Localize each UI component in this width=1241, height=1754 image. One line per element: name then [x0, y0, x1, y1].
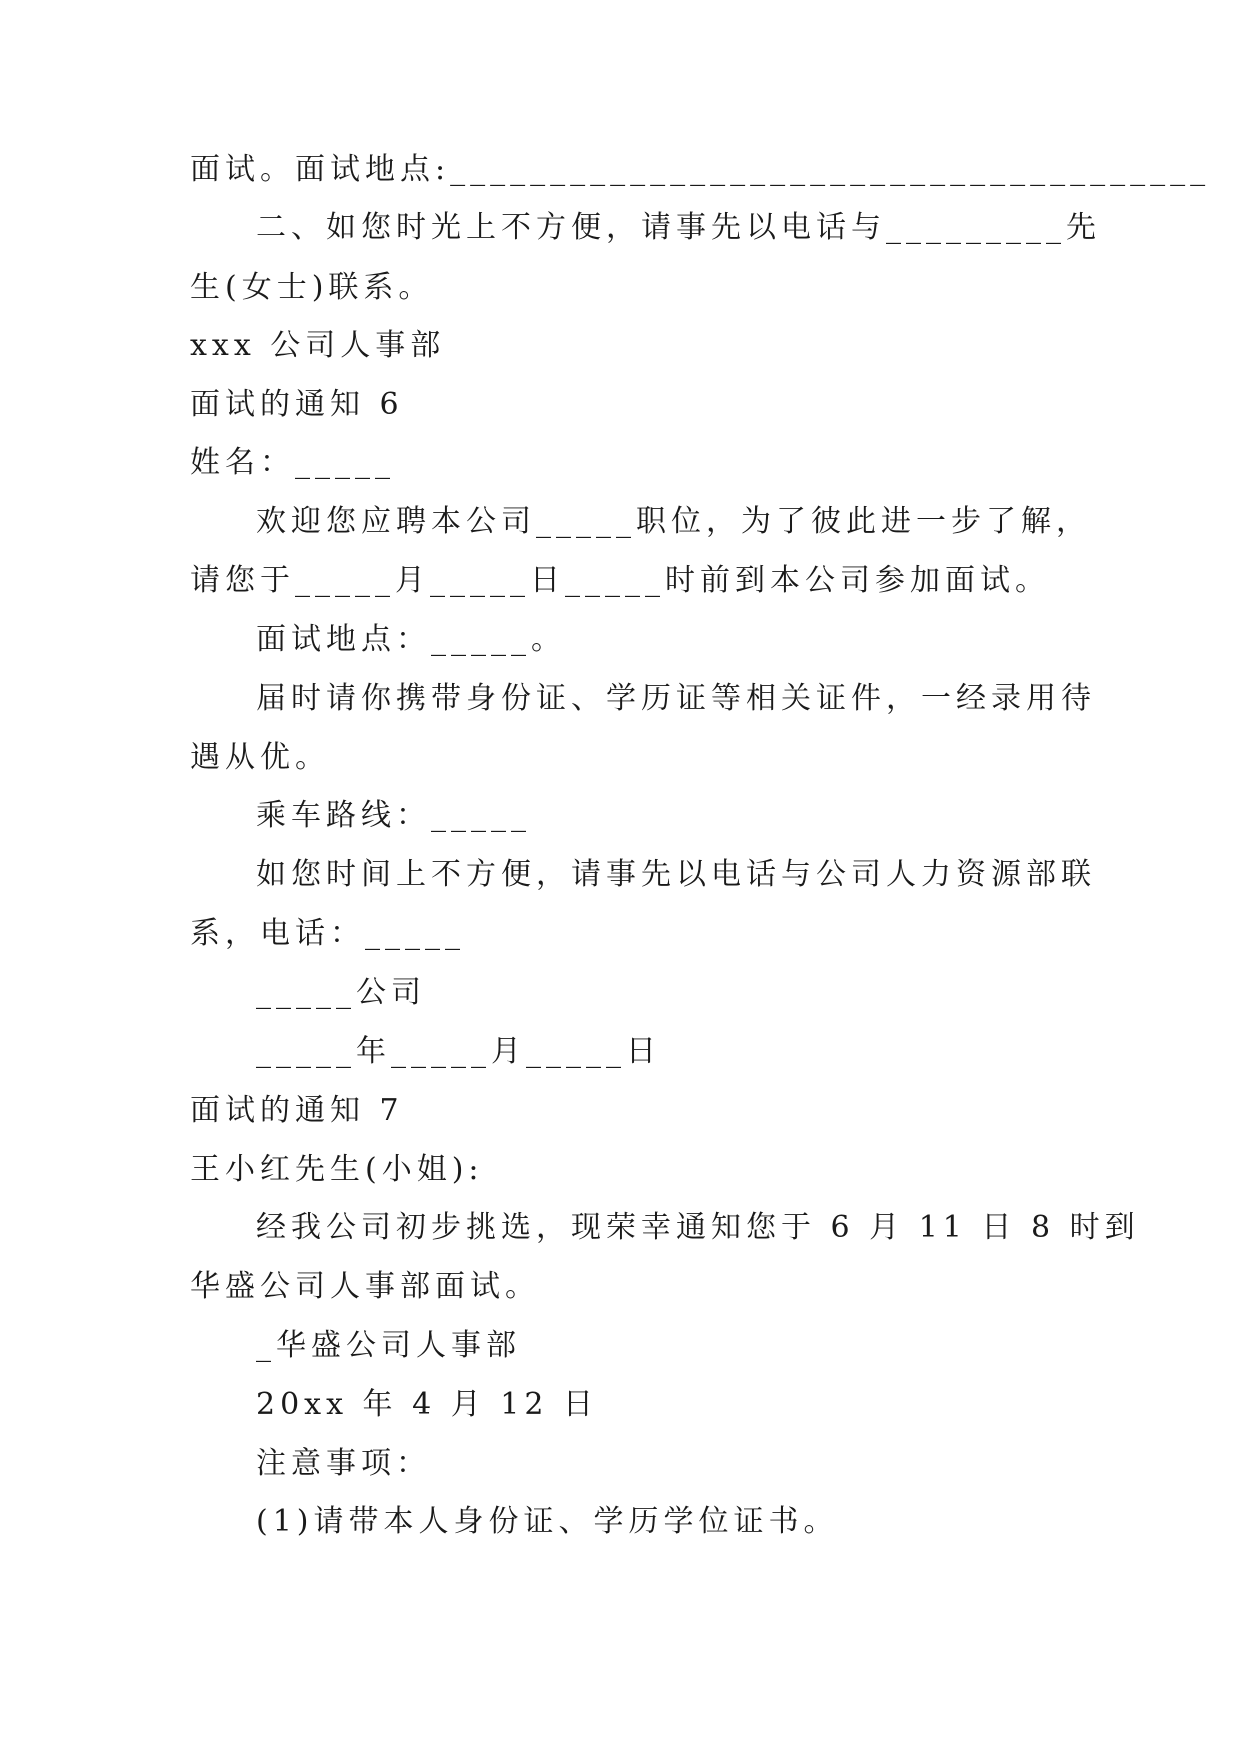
- section-heading: 面试的通知 7: [190, 1093, 404, 1128]
- text-line: 请您于_____月_____日_____时前到本公司参加面试。: [190, 563, 1050, 598]
- text-line: 面试。面试地点:______________________________________: [190, 152, 1211, 187]
- text-line: 经我公司初步挑选，现荣幸通知您于 6 月 11 日 8 时到: [256, 1210, 1140, 1245]
- text-line: _____年_____月_____日: [256, 1034, 661, 1069]
- section-heading: 面试的通知 6: [190, 387, 404, 422]
- text-line: _华盛公司人事部: [256, 1328, 521, 1363]
- text-line: _____公司: [256, 975, 426, 1010]
- text-line: 系，电话：_____: [190, 916, 465, 951]
- text-line: 注意事项：: [256, 1446, 431, 1481]
- text-line: 遇从优。: [190, 740, 330, 775]
- text-line: 生(女士)联系。: [190, 270, 434, 305]
- text-line: 如您时间上不方便，请事先以电话与公司人力资源部联: [256, 857, 1096, 892]
- text-line: xxx 公司人事部: [190, 328, 446, 363]
- text-line: 乘车路线：_____: [256, 798, 531, 833]
- text-line: (1)请带本人身份证、学历学位证书。: [256, 1504, 839, 1539]
- text-line: 王小红先生(小姐):: [190, 1152, 484, 1187]
- text-line: 届时请你携带身份证、学历证等相关证件，一经录用待: [256, 681, 1096, 716]
- text-line: 面试地点：_____。: [256, 622, 566, 657]
- text-line: 20xx 年 4 月 12 日: [256, 1387, 598, 1422]
- text-line: 二、如您时光上不方便，请事先以电话与_________先: [256, 210, 1101, 245]
- text-line: 姓名：_____: [190, 445, 395, 480]
- text-line: 华盛公司人事部面试。: [190, 1269, 540, 1304]
- text-line: 欢迎您应聘本公司_____职位，为了彼此进一步了解，: [256, 504, 1091, 539]
